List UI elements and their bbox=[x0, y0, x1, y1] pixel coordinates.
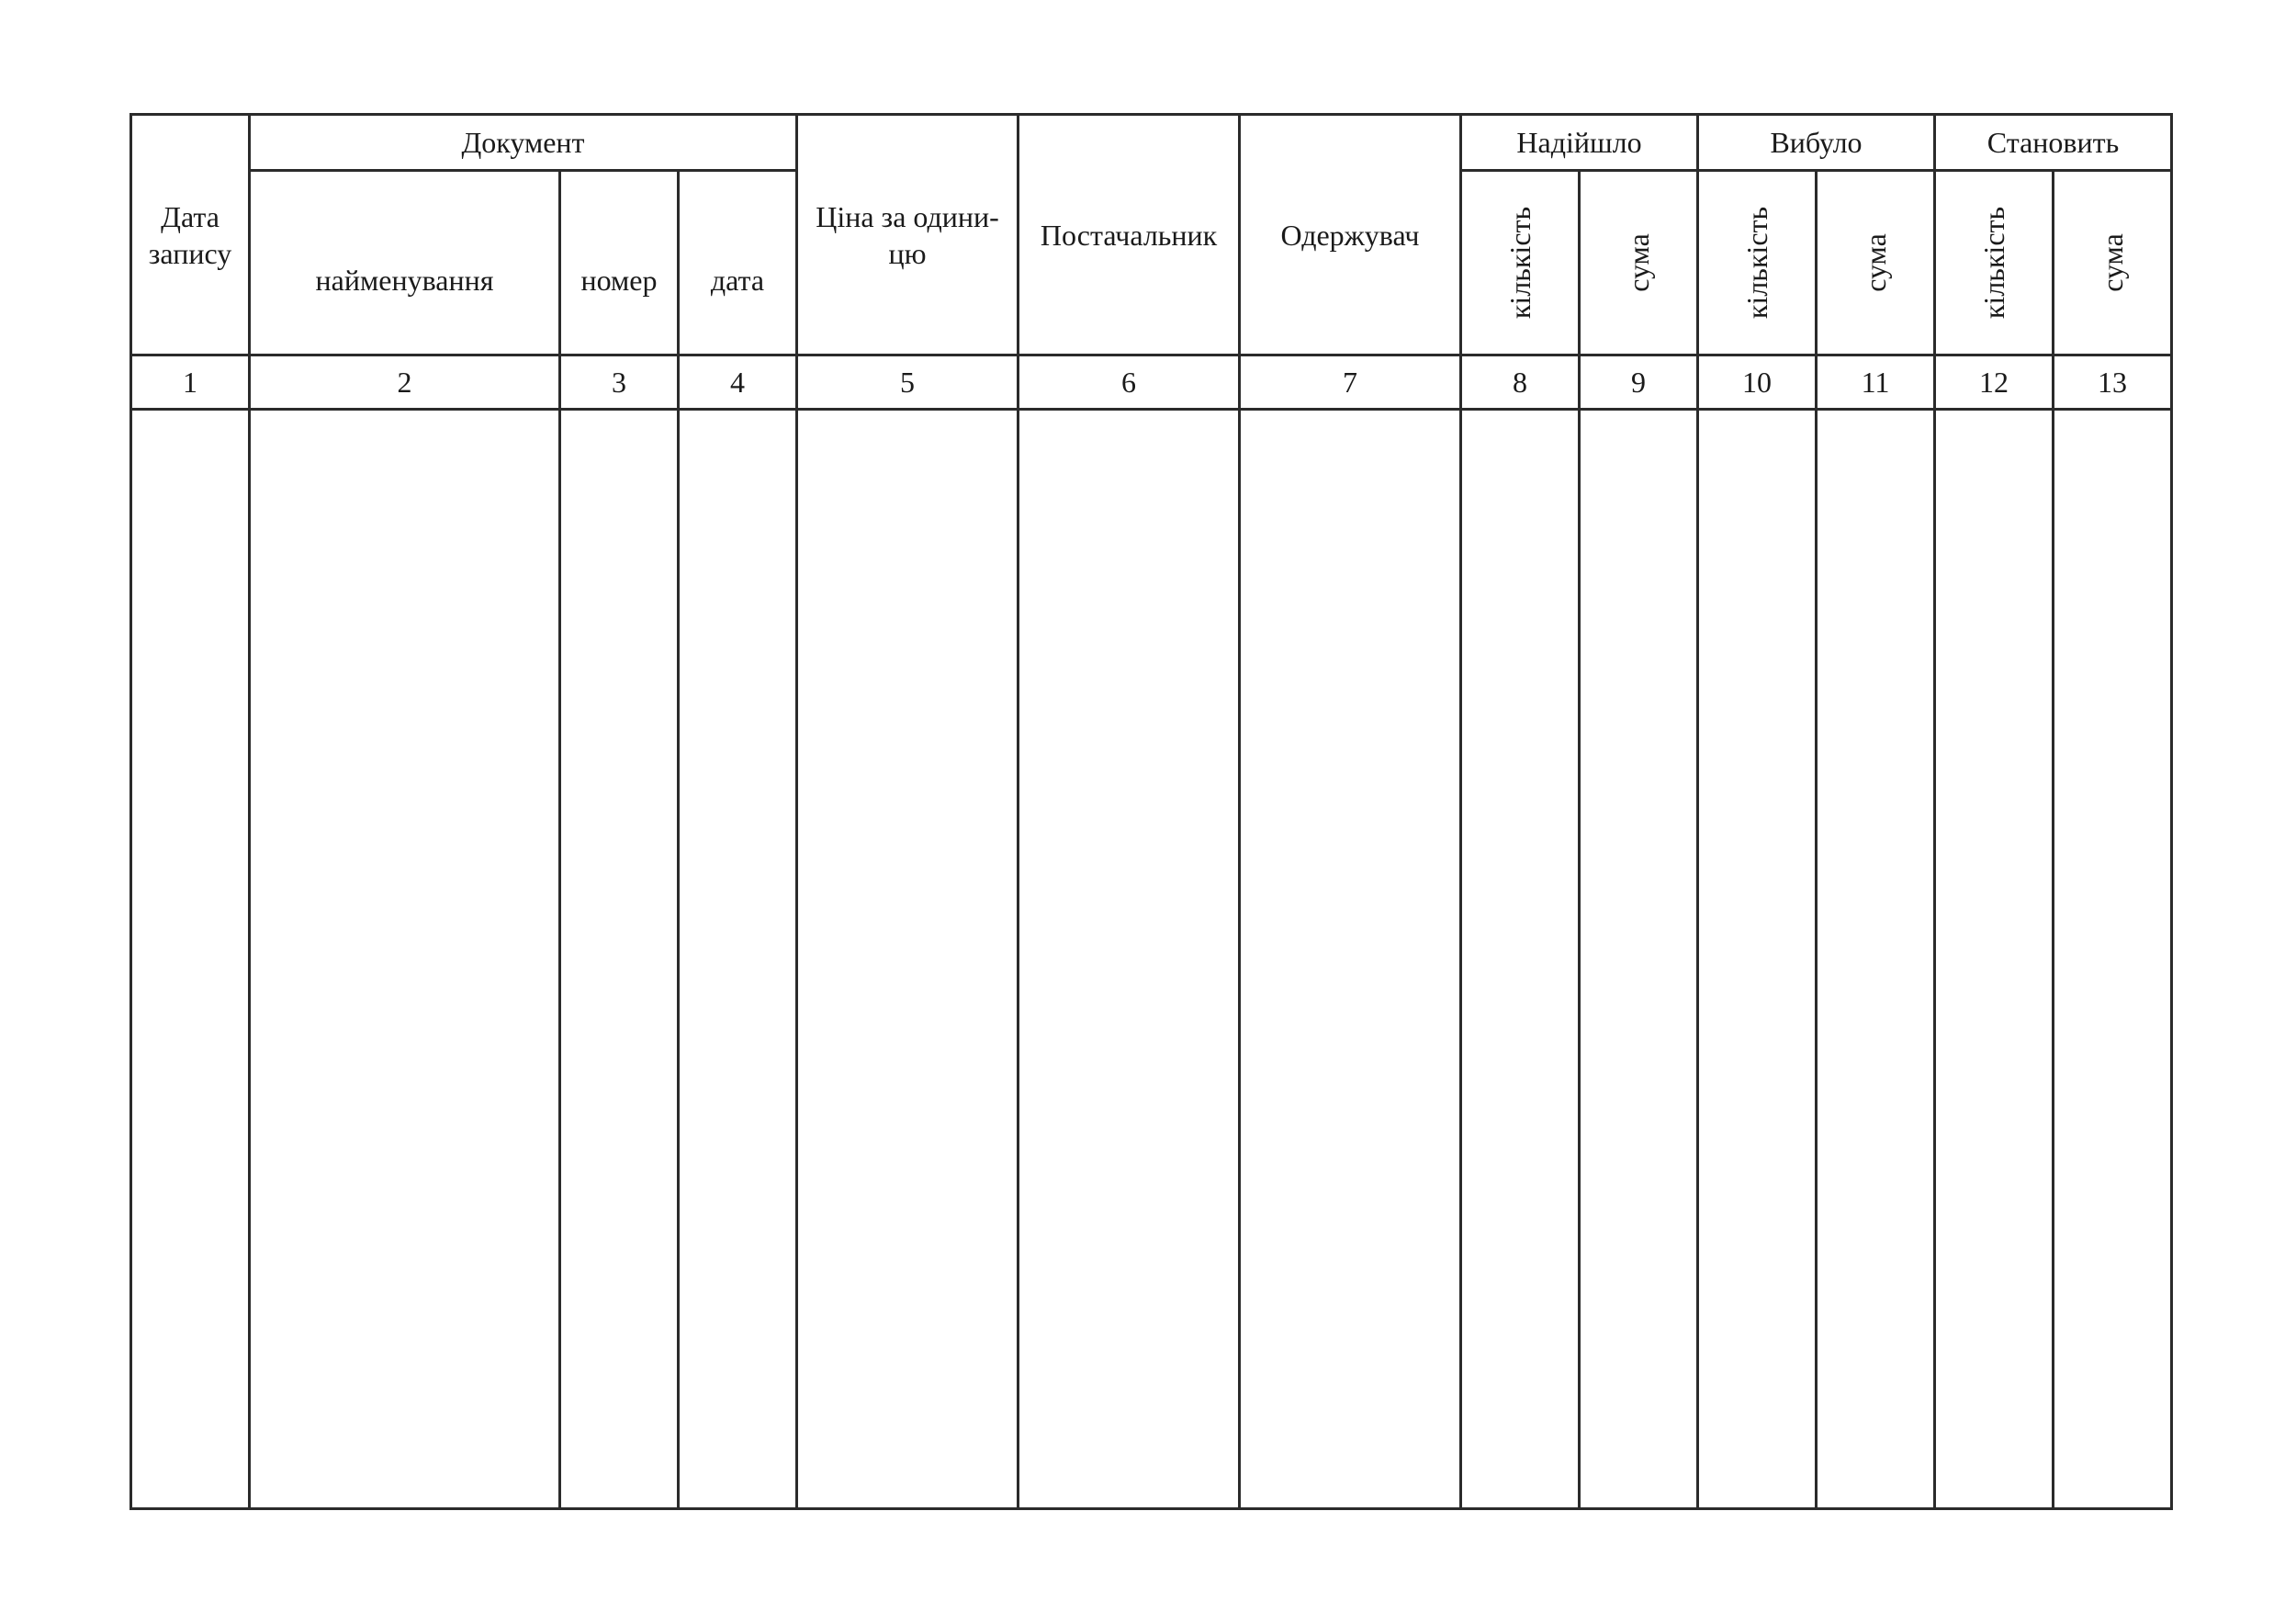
entry-cell-recipient[interactable] bbox=[1240, 410, 1461, 1509]
column-number-1: 1 bbox=[131, 355, 250, 410]
entry-cell-doc-date[interactable] bbox=[679, 410, 797, 1509]
header-doc-date-label: дата bbox=[710, 264, 765, 297]
header-doc-date bbox=[679, 171, 797, 355]
column-number-6: 6 bbox=[1019, 355, 1240, 410]
balance-sum-label: сума bbox=[2096, 233, 2129, 292]
header-doc-name bbox=[250, 171, 560, 355]
header-balance-quantity bbox=[1935, 171, 2054, 355]
entry-cell-doc-number[interactable] bbox=[560, 410, 679, 1509]
column-number-3: 3 bbox=[560, 355, 679, 410]
header-group-received: Надійшло bbox=[1461, 115, 1698, 171]
column-number-7: 7 bbox=[1240, 355, 1461, 410]
header-issued-sum bbox=[1817, 171, 1935, 355]
column-number-8: 8 bbox=[1461, 355, 1580, 410]
entry-cell-received-sum[interactable] bbox=[1580, 410, 1698, 1509]
received-quantity-label: кількість bbox=[1503, 206, 1536, 320]
header-date-record-line1: Дата bbox=[161, 199, 219, 233]
header-received-sum bbox=[1580, 171, 1698, 355]
header-group-issued: Вибуло bbox=[1698, 115, 1935, 171]
header-balance-sum bbox=[2054, 171, 2172, 355]
entry-cell-supplier[interactable] bbox=[1019, 410, 1240, 1509]
header-doc-number bbox=[560, 171, 679, 355]
entry-cell-doc-name[interactable] bbox=[250, 410, 560, 1509]
balance-quantity-label: кількість bbox=[1977, 206, 2010, 320]
entry-cell-issued-quantity[interactable] bbox=[1698, 410, 1817, 1509]
entry-cell-balance-quantity[interactable] bbox=[1935, 410, 2054, 1509]
column-number-11: 11 bbox=[1817, 355, 1935, 410]
header-price bbox=[797, 115, 1019, 355]
inventory-ledger-table bbox=[129, 113, 2173, 1510]
header-received-quantity bbox=[1461, 171, 1580, 355]
header-issued-quantity bbox=[1698, 171, 1817, 355]
header-supplier: Постачальник bbox=[1019, 115, 1240, 355]
header-group-balance: Становить bbox=[1935, 115, 2172, 171]
header-recipient: Одержувач bbox=[1240, 115, 1461, 355]
entry-cell-received-quantity[interactable] bbox=[1461, 410, 1580, 1509]
column-number-10: 10 bbox=[1698, 355, 1817, 410]
header-date-record-line2: запису bbox=[148, 236, 232, 270]
column-number-4: 4 bbox=[679, 355, 797, 410]
entry-cell-issued-sum[interactable] bbox=[1817, 410, 1935, 1509]
header-group-document: Документ bbox=[250, 115, 797, 171]
entry-cell-balance-sum[interactable] bbox=[2054, 410, 2172, 1509]
header-row-groups bbox=[131, 115, 2172, 171]
header-doc-name-label: найменування bbox=[315, 264, 494, 297]
entry-cell-date[interactable] bbox=[131, 410, 250, 1509]
issued-sum-label: сума bbox=[1859, 233, 1892, 292]
column-number-12: 12 bbox=[1935, 355, 2054, 410]
header-price-line1: Ціна за одини- bbox=[816, 199, 999, 233]
blank-entry-area bbox=[131, 410, 2172, 1509]
column-number-row bbox=[131, 355, 2172, 410]
column-number-9: 9 bbox=[1580, 355, 1698, 410]
column-number-13: 13 bbox=[2054, 355, 2172, 410]
issued-quantity-label: кількість bbox=[1740, 206, 1773, 320]
entry-cell-price[interactable] bbox=[797, 410, 1019, 1509]
header-doc-number-label: номер bbox=[580, 264, 658, 297]
column-number-5: 5 bbox=[797, 355, 1019, 410]
received-sum-label: сума bbox=[1622, 233, 1655, 292]
column-number-2: 2 bbox=[250, 355, 560, 410]
header-date-record bbox=[131, 115, 250, 355]
header-price-line2: цю bbox=[888, 236, 927, 270]
